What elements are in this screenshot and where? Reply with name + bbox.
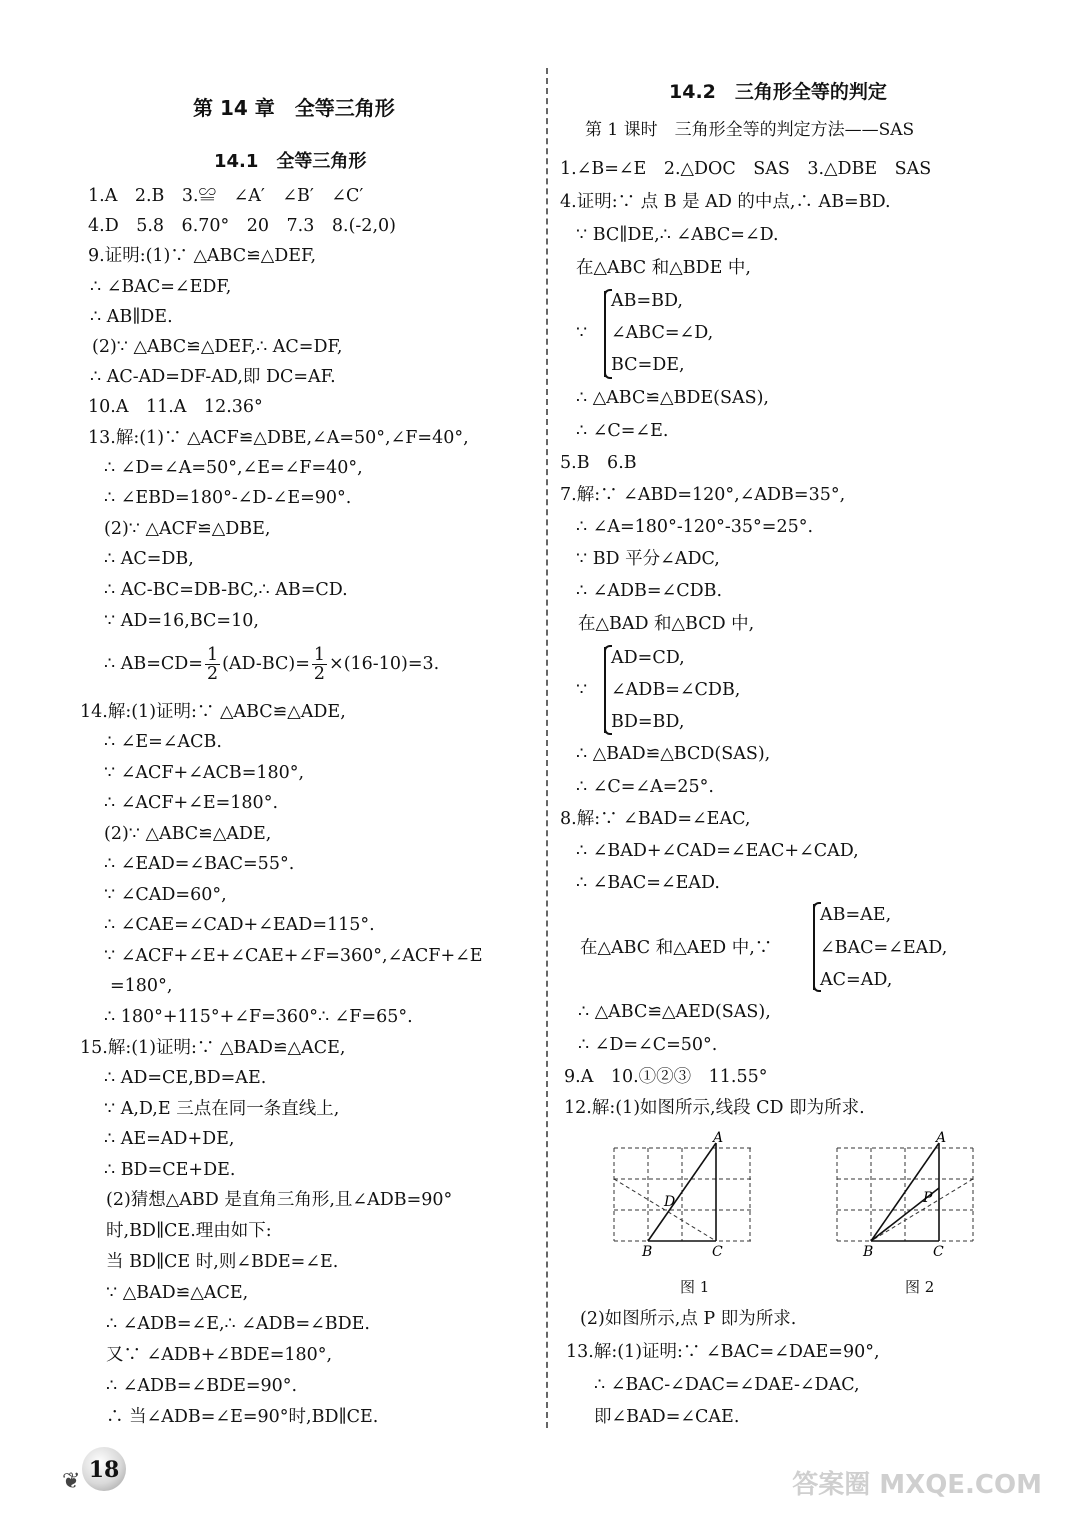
system-line: AD=CD,	[611, 648, 685, 668]
figure-label: D	[664, 1194, 676, 1210]
answer-line: ∴ AC-AD=DF-AD,即 DC=AF.	[90, 367, 336, 387]
answer-line: ∴ AD=CE,BD=AE.	[104, 1068, 267, 1088]
answer-line: ∴ ∠BAC-∠DAC=∠DAE-∠DAC,	[594, 1375, 860, 1395]
answer-line: 13.解:(1)∵ △ACF≌△DBE,∠A=50°,∠F=40°,	[88, 428, 469, 448]
because-symbol: ∵	[576, 323, 588, 343]
answer-line: ∴ △ABC≌△AED(SAS),	[578, 1002, 771, 1022]
figure-label: A	[713, 1130, 724, 1146]
answer-line: ∵ ∠ACF+∠ACB=180°,	[104, 763, 305, 783]
answer-line: ∵ ∠CAD=60°,	[104, 885, 227, 905]
figure-caption: 图 2	[905, 1278, 935, 1296]
page-number-badge	[60, 1445, 120, 1495]
system-line: ∠BAC=∠EAD,	[820, 938, 948, 958]
answer-line: ∴ ∠ACF+∠E=180°.	[104, 793, 279, 813]
section-title: 14.2 三角形全等的判定	[669, 81, 887, 103]
answer-line: 在△BAD 和△BCD 中,	[578, 614, 755, 634]
answer-line: ∴ AB∥DE.	[90, 307, 173, 327]
system-line: AB=BD,	[611, 291, 683, 311]
answer-line: ∵ △BAD≌△ACE,	[106, 1283, 249, 1303]
section-title: 14.1 全等三角形	[214, 151, 367, 172]
answer-line: 7.解:∵ ∠ABD=120°,∠ADB=35°,	[560, 485, 846, 505]
answer-line: ∴ AC-BC=DB-BC,∴ AB=CD.	[104, 580, 348, 600]
answer-line: ∵ BC∥DE,∴ ∠ABC=∠D.	[576, 225, 779, 245]
answer-line: 1.∠B=∠E 2.△DOC SAS 3.△DBE SAS	[560, 159, 932, 179]
left-brace	[604, 647, 606, 733]
answer-line: ∵ BD 平分∠ADC,	[576, 549, 720, 569]
answer-line: ∴ 180°+115°+∠F=360°∴ ∠F=65°.	[104, 1007, 413, 1027]
fraction-equation: ∴ AB=CD= $\frac{1}{2}$ (AD-BC)= $\frac{1}{2}$ ×(16-10)=3.	[104, 645, 440, 684]
figure-label: C	[933, 1244, 944, 1258]
system-line: ∠ADB=∠CDB,	[611, 680, 741, 700]
answer-line: ∴ ∠C=∠A=25°.	[576, 777, 714, 797]
leaf-icon: ❦	[62, 1469, 81, 1494]
system-line: AB=AE,	[820, 905, 892, 925]
answer-line: ∴ △ABC≌△BDE(SAS),	[576, 388, 769, 408]
answer-line: 15.解:(1)证明:∵ △BAD≌△ACE,	[80, 1038, 346, 1058]
answer-line: ∴ ∠CAE=∠CAD+∠EAD=115°.	[104, 915, 375, 935]
answer-line: 13.解:(1)证明:∵ ∠BAC=∠DAE=90°,	[566, 1342, 880, 1362]
answer-line: 14.解:(1)证明:∵ △ABC≌△ADE,	[80, 702, 346, 722]
answer-line: ∴ ∠A=180°-120°-35°=25°.	[576, 517, 814, 537]
figure-label: B	[863, 1244, 874, 1258]
system-prefix: 在△ABC 和△AED 中,∵	[580, 938, 773, 958]
answer-line: ∴ AC=DB,	[104, 549, 194, 569]
answer-line: ∵ A,D,E 三点在同一条直线上,	[104, 1099, 340, 1119]
answer-line: (2)猜想△ABD 是直角三角形,且∠ADB=90°	[106, 1190, 453, 1210]
system-line: BD=BD,	[611, 712, 685, 732]
answer-line: 8.解:∵ ∠BAD=∠EAC,	[560, 809, 751, 829]
answer-line: ∴ ∠EAD=∠BAC=55°.	[104, 854, 295, 874]
system-line: ∠ABC=∠D,	[611, 323, 714, 343]
answer-line: (2)∵ △ABC≌△DEF,∴ AC=DF,	[92, 337, 343, 357]
answer-line: 又∵ ∠ADB+∠BDE=180°,	[106, 1345, 333, 1365]
answer-line: 当 BD∥CE 时,则∠BDE=∠E.	[106, 1252, 339, 1272]
fraction: $\frac{1}{2}$	[313, 645, 326, 684]
answer-line: 10.A 11.A 12.36°	[88, 397, 263, 417]
chapter-title: 第 14 章 全等三角形	[193, 96, 395, 120]
left-brace	[604, 291, 606, 377]
fraction: $\frac{1}{2}$	[206, 645, 219, 684]
figure-label: A	[936, 1130, 947, 1146]
answer-line: 4.D 5.8 6.70° 20 7.3 8.(-2,0)	[88, 216, 396, 236]
figure-2-grid	[827, 1128, 1007, 1258]
answer-line: 1.A 2.B 3.≌ ∠A′ ∠B′ ∠C′	[88, 186, 364, 206]
answer-line: (2)∵ △ABC≌△ADE,	[104, 824, 272, 844]
answer-line: ∵ ∠ACF+∠E+∠CAE+∠F=360°,∠ACF+∠E	[104, 946, 483, 966]
answer-line: ∴ ∠ADB=∠CDB.	[576, 581, 723, 601]
answer-line: 4.证明:∵ 点 B 是 AD 的中点,∴ AB=BD.	[560, 192, 891, 212]
answer-line: 时,BD∥CE.理由如下:	[106, 1221, 272, 1241]
figure-1-grid	[604, 1128, 774, 1258]
watermark-logo: 答案圈 MXQE.COM	[792, 1470, 1042, 1500]
figure-label: B	[642, 1244, 653, 1258]
page-number: 18	[88, 1457, 120, 1483]
figure-label: C	[712, 1244, 723, 1258]
system-line: BC=DE,	[611, 355, 685, 375]
answer-line: ∴ ∠ADB=∠BDE=90°.	[106, 1376, 298, 1396]
figure-label: P	[923, 1190, 933, 1206]
column-divider	[546, 68, 548, 1428]
answer-line: ∴ ∠EBD=180°-∠D-∠E=90°.	[104, 488, 352, 508]
answer-line: =180°,	[110, 976, 173, 996]
answer-line: 在△ABC 和△BDE 中,	[576, 258, 751, 278]
answer-line: ∴ ∠BAC=∠EDF,	[90, 277, 232, 297]
system-line: AC=AD,	[820, 970, 893, 990]
answer-line: 9.证明:(1)∵ △ABC≌△DEF,	[88, 246, 317, 266]
answer-line: ∴ 当∠ADB=∠E=90°时,BD∥CE.	[106, 1407, 379, 1427]
answer-line: ∴ ∠D=∠C=50°.	[578, 1035, 718, 1055]
answer-line: 5.B 6.B	[560, 453, 637, 473]
answer-line: ∴ ∠BAC=∠EAD.	[576, 873, 720, 893]
figure-caption: 图 1	[680, 1278, 710, 1296]
answer-line: ∴ ∠BAD+∠CAD=∠EAC+∠CAD,	[576, 841, 859, 861]
answer-line: (2)∵ △ACF≌△DBE,	[104, 519, 271, 539]
answer-line: ∴ △BAD≌△BCD(SAS),	[576, 744, 771, 764]
answer-line: 即∠BAD=∠CAE.	[594, 1407, 740, 1427]
left-brace	[813, 904, 815, 990]
answer-line: ∴ ∠C=∠E.	[576, 421, 669, 441]
answer-line: ∴ BD=CE+DE.	[104, 1160, 236, 1180]
answer-line: ∴ AE=AD+DE,	[104, 1129, 235, 1149]
answer-line: 9.A 10.①②③ 11.55°	[564, 1067, 768, 1087]
answer-line: 12.解:(1)如图所示,线段 CD 即为所求.	[564, 1098, 865, 1118]
because-symbol: ∵	[576, 680, 588, 700]
lesson-title: 第 1 课时 三角形全等的判定方法——SAS	[585, 120, 915, 140]
answer-line: ∴ ∠E=∠ACB.	[104, 732, 222, 752]
answer-line: ∴ ∠ADB=∠E,∴ ∠ADB=∠BDE.	[106, 1314, 370, 1334]
answer-line: ∴ ∠D=∠A=50°,∠E=∠F=40°,	[104, 458, 363, 478]
answer-line: (2)如图所示,点 P 即为所求.	[580, 1309, 797, 1329]
answer-line: ∵ AD=16,BC=10,	[104, 611, 259, 631]
